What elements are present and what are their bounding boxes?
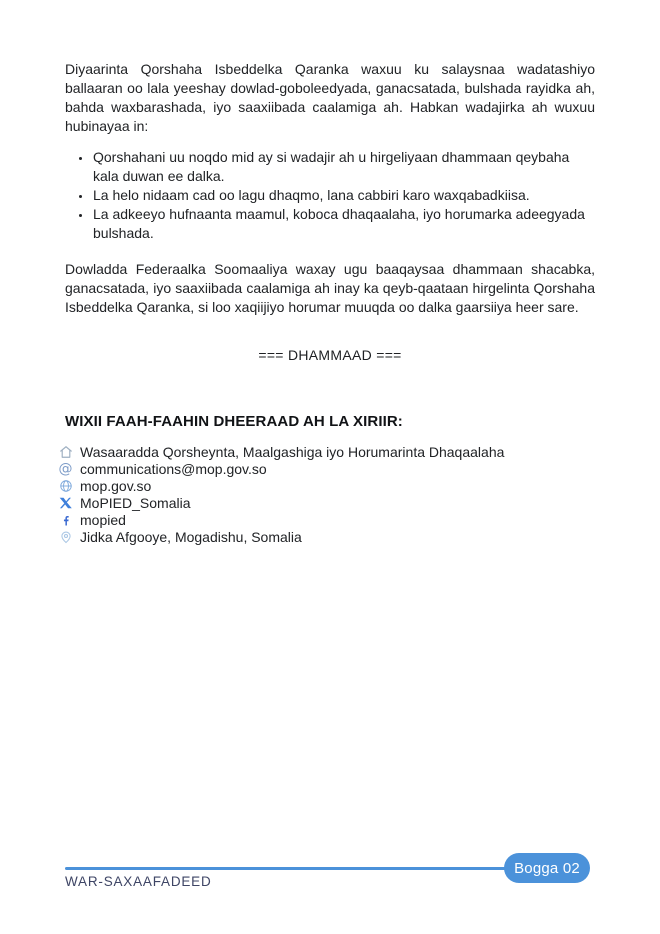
contact-text: Wasaaradda Qorsheynta, Maalgashiga iyo Horumarinta Dhaqaalaha: [80, 443, 505, 460]
contact-row-x-twitter: [58, 494, 595, 511]
contact-row-facebook: [58, 511, 595, 528]
x-twitter-icon: [58, 495, 73, 510]
contact-row-website: [58, 477, 595, 494]
page-content: [58, 60, 595, 545]
email-icon: @: [58, 460, 73, 477]
contact-text: mop.gov.so: [80, 477, 152, 494]
bullet-item: • Qorshahani uu noqdo mid ay si wadajir ah u hirgeliyaan dhammaan qeybaha kala duwan ee dalka.: [92, 148, 595, 186]
bullet-item: • La helo nidaam cad oo lagu dhaqmo, lana cabbiri karo waxqabadkiisa.: [92, 186, 595, 205]
contact-list: [58, 443, 595, 545]
contact-row-ministry: [58, 443, 595, 460]
footer-divider-line: [65, 867, 535, 870]
contact-row-email: [58, 460, 595, 477]
location-pin-icon: [58, 529, 73, 544]
bullet-list: [65, 148, 595, 243]
globe-icon: [58, 478, 73, 493]
call-to-action-paragraph: Dowladda Federaalka Soomaaliya waxay ugu baaqaysaa dhammaan shacabka, ganacsatada, iyo saaxiibada caalamiga ah inay ka qeyb-qaataan hirgelinta Qorshaha Isbeddelka Qaranka, si loo xaqiijiyo horumar muuqda oo dalka gaarsiiya heer sare.: [65, 261, 595, 315]
contact-text: Jidka Afgooye, Mogadishu, Somalia: [80, 528, 302, 545]
footer-label: WAR-SAXAAFADEED: [65, 874, 212, 889]
contact-text: mopied: [80, 511, 126, 528]
page-number-badge: Bogga 02: [504, 853, 590, 883]
facebook-icon: [58, 512, 73, 527]
contact-text: MoPIED_Somalia: [80, 494, 191, 511]
contact-text: communications@mop.gov.so: [80, 460, 267, 477]
contact-row-address: [58, 528, 595, 545]
contact-heading: WIXII FAAH-FAAHIN DHEERAAD AH LA XIRIIR:: [65, 413, 403, 430]
bullet-item: • La adkeeyo hufnaanta maamul, koboca dhaqaalaha, iyo horumarka adeegyada bulshada.: [92, 205, 595, 243]
end-marker: === DHAMMAAD ===: [258, 347, 402, 363]
home-icon: [58, 444, 73, 459]
intro-paragraph: Diyaarinta Qorshaha Isbeddelka Qaranka waxuu ku salaysnaa wadatashiyo ballaaran oo lala yeeshay dowlad-goboleedyada, ganacsatada, bulshada rayidka ah, bahda waxbarashada, iyo saaxiibada caalamiga ah. Habkan wadajirka ah wuxuu hubinayaa in:: [65, 61, 595, 134]
